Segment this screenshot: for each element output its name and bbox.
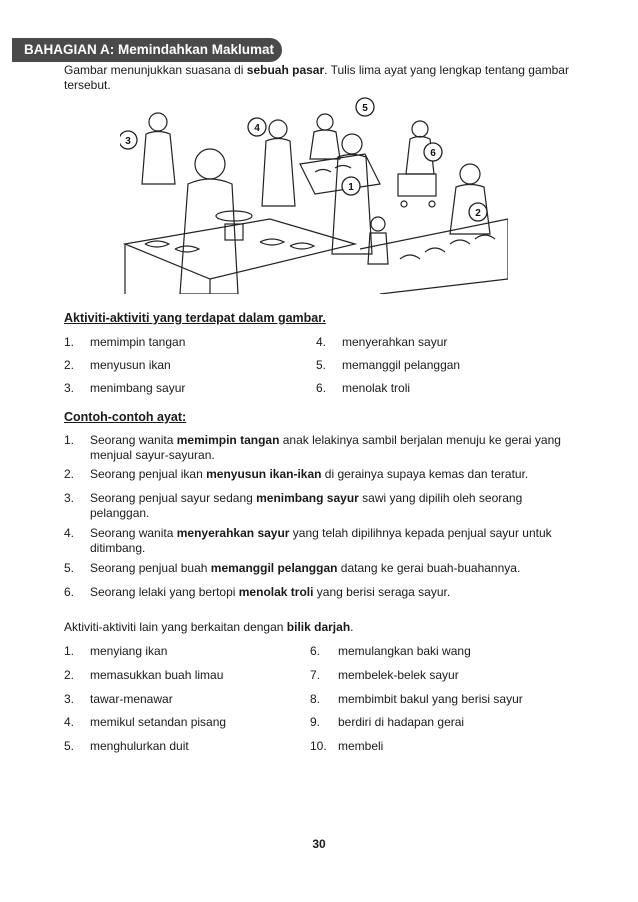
- callout-4: [248, 118, 266, 136]
- svg-text:1: 1: [348, 182, 354, 193]
- page-number: 30: [312, 837, 326, 851]
- intro-pre: Gambar menunjukkan suasana di: [64, 63, 247, 77]
- market-illustration: [120, 94, 508, 294]
- svg-text:3: 3: [125, 136, 131, 147]
- examples-title: Contoh-contoh ayat:: [64, 410, 187, 424]
- example-sentence: 1. Seorang wanita memimpin tangan anak lelakinya sambil berjalan menuju ke gerai yang menjual sayur-sayuran.: [64, 433, 561, 462]
- svg-text:2: 2: [475, 208, 481, 219]
- example-sentence: 4. Seorang wanita menyerahkan sayur yang telah dipilihnya kepada penjual sayur untuk ditimbang.: [64, 526, 552, 555]
- svg-text:6: 6: [430, 148, 436, 159]
- example-sentence: 6. Seorang lelaki yang bertopi menolak troli yang berisi seraga sayur.: [64, 585, 451, 599]
- example-sentence: 3. Seorang penjual sayur sedang menimbang sayur sawi yang dipilih oleh seorang pelanggan.: [64, 491, 523, 520]
- example-sentence: 5. Seorang penjual buah memanggil pelanggan datang ke gerai buah-buahannya.: [64, 561, 521, 575]
- intro-bold: sebuah pasar: [246, 63, 325, 77]
- svg-text:4: 4: [254, 123, 260, 134]
- intro-post: . Tulis lima ayat yang lengkap tentang gambar tersebut.: [64, 63, 569, 92]
- callout-1: [342, 177, 360, 195]
- callout-5: [356, 98, 374, 116]
- intro-text: [64, 63, 584, 93]
- market-scene: [120, 94, 508, 294]
- example-sentence: 2. Seorang penjual ikan menyusun ikan-ikan di gerainya supaya kemas dan teratur.: [64, 467, 529, 481]
- section-banner: BAHAGIAN A: Memindahkan Maklumat: [12, 38, 282, 62]
- svg-text:5: 5: [362, 103, 368, 114]
- others-intro: Aktiviti-aktiviti lain yang berkaitan dengan bilik darjah.: [64, 620, 354, 634]
- callout-6: [424, 143, 442, 161]
- activities-title: Aktiviti-aktiviti yang terdapat dalam gambar.: [64, 311, 326, 325]
- callout-2: [469, 203, 487, 221]
- callout-3: [120, 131, 137, 149]
